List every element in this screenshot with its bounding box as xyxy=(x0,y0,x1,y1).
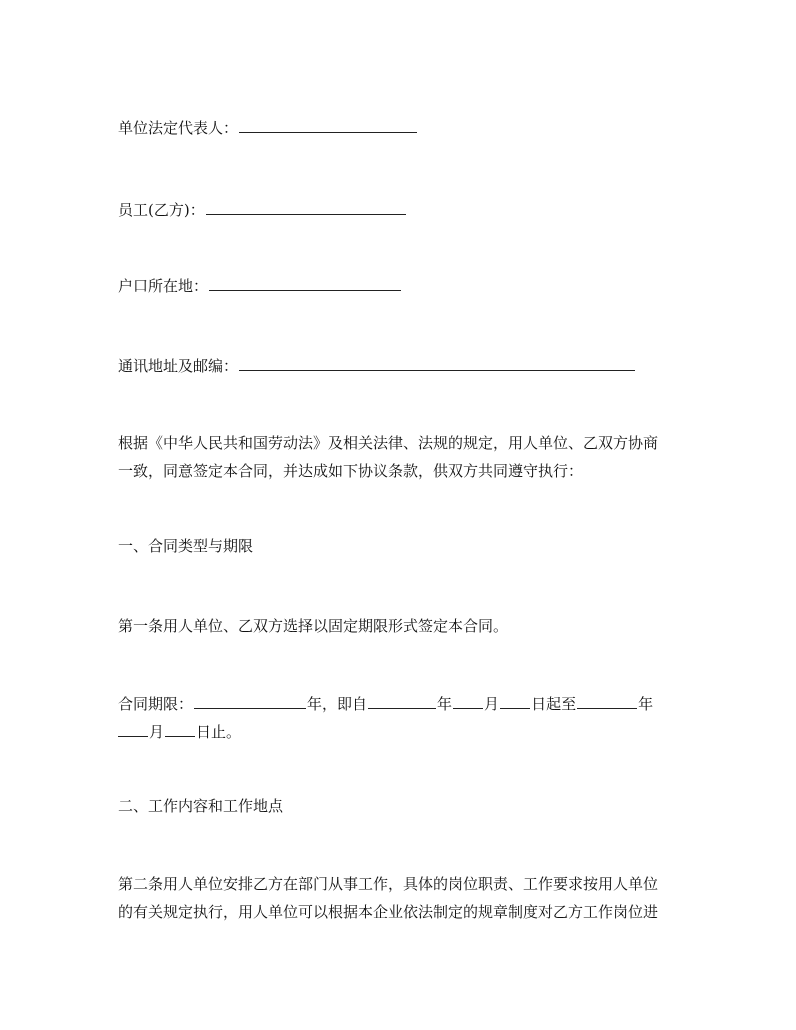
article-1: 第一条用人单位、乙双方选择以固定期限形式签定本合同。 xyxy=(118,617,509,635)
legal-rep-label: 单位法定代表人： xyxy=(118,119,239,137)
address-blank xyxy=(239,352,635,371)
article-2-line-1: 第二条用人单位安排乙方在部门从事工作，具体的岗位职责、工作要求按用人单位 xyxy=(118,875,659,893)
start-year-blank xyxy=(368,690,436,709)
end-year-text: 年 xyxy=(638,695,654,713)
hukou-blank xyxy=(209,272,401,291)
start-day-text: 日起至 xyxy=(531,695,577,713)
address-label: 通讯地址及邮编： xyxy=(118,357,239,375)
employee-field xyxy=(118,196,407,224)
start-day-blank xyxy=(500,690,530,709)
section-2-heading: 二、工作内容和工作地点 xyxy=(118,797,284,815)
start-month-blank xyxy=(453,690,483,709)
legal-rep-field xyxy=(118,114,418,142)
term-year-text: 年，即自 xyxy=(307,695,368,713)
intro-line-1: 根据《中华人民共和国劳动法》及相关法律、法规的规定，用人单位、乙双方协商 xyxy=(118,434,659,452)
end-day-blank xyxy=(165,718,195,737)
start-year-text: 年 xyxy=(437,695,453,713)
hukou-label: 户口所在地： xyxy=(118,277,209,295)
article-2-paragraph xyxy=(118,870,690,926)
contract-term-line-1 xyxy=(118,690,690,718)
end-month-blank xyxy=(118,718,148,737)
term-label: 合同期限： xyxy=(118,695,194,713)
end-month-text: 月 xyxy=(149,723,165,741)
hukou-field xyxy=(118,272,402,300)
employee-blank xyxy=(206,196,406,215)
section-1-heading: 一、合同类型与期限 xyxy=(118,537,254,555)
end-year-blank xyxy=(577,690,637,709)
end-day-text: 日止。 xyxy=(196,723,242,741)
intro-line-2: 一致，同意签定本合同，并达成如下协议条款，供双方共同遵守执行： xyxy=(118,462,584,480)
start-month-text: 月 xyxy=(484,695,500,713)
intro-paragraph xyxy=(118,429,690,485)
employee-label: 员工(乙方)： xyxy=(118,201,205,219)
legal-rep-blank xyxy=(239,114,417,133)
address-field xyxy=(118,352,636,380)
term-length-blank xyxy=(194,690,306,709)
contract-term-line-2 xyxy=(118,718,690,746)
contract-term xyxy=(118,690,690,746)
article-2-line-2: 的有关规定执行，用人单位可以根据本企业依法制定的规章制度对乙方工作岗位进 xyxy=(118,903,659,921)
